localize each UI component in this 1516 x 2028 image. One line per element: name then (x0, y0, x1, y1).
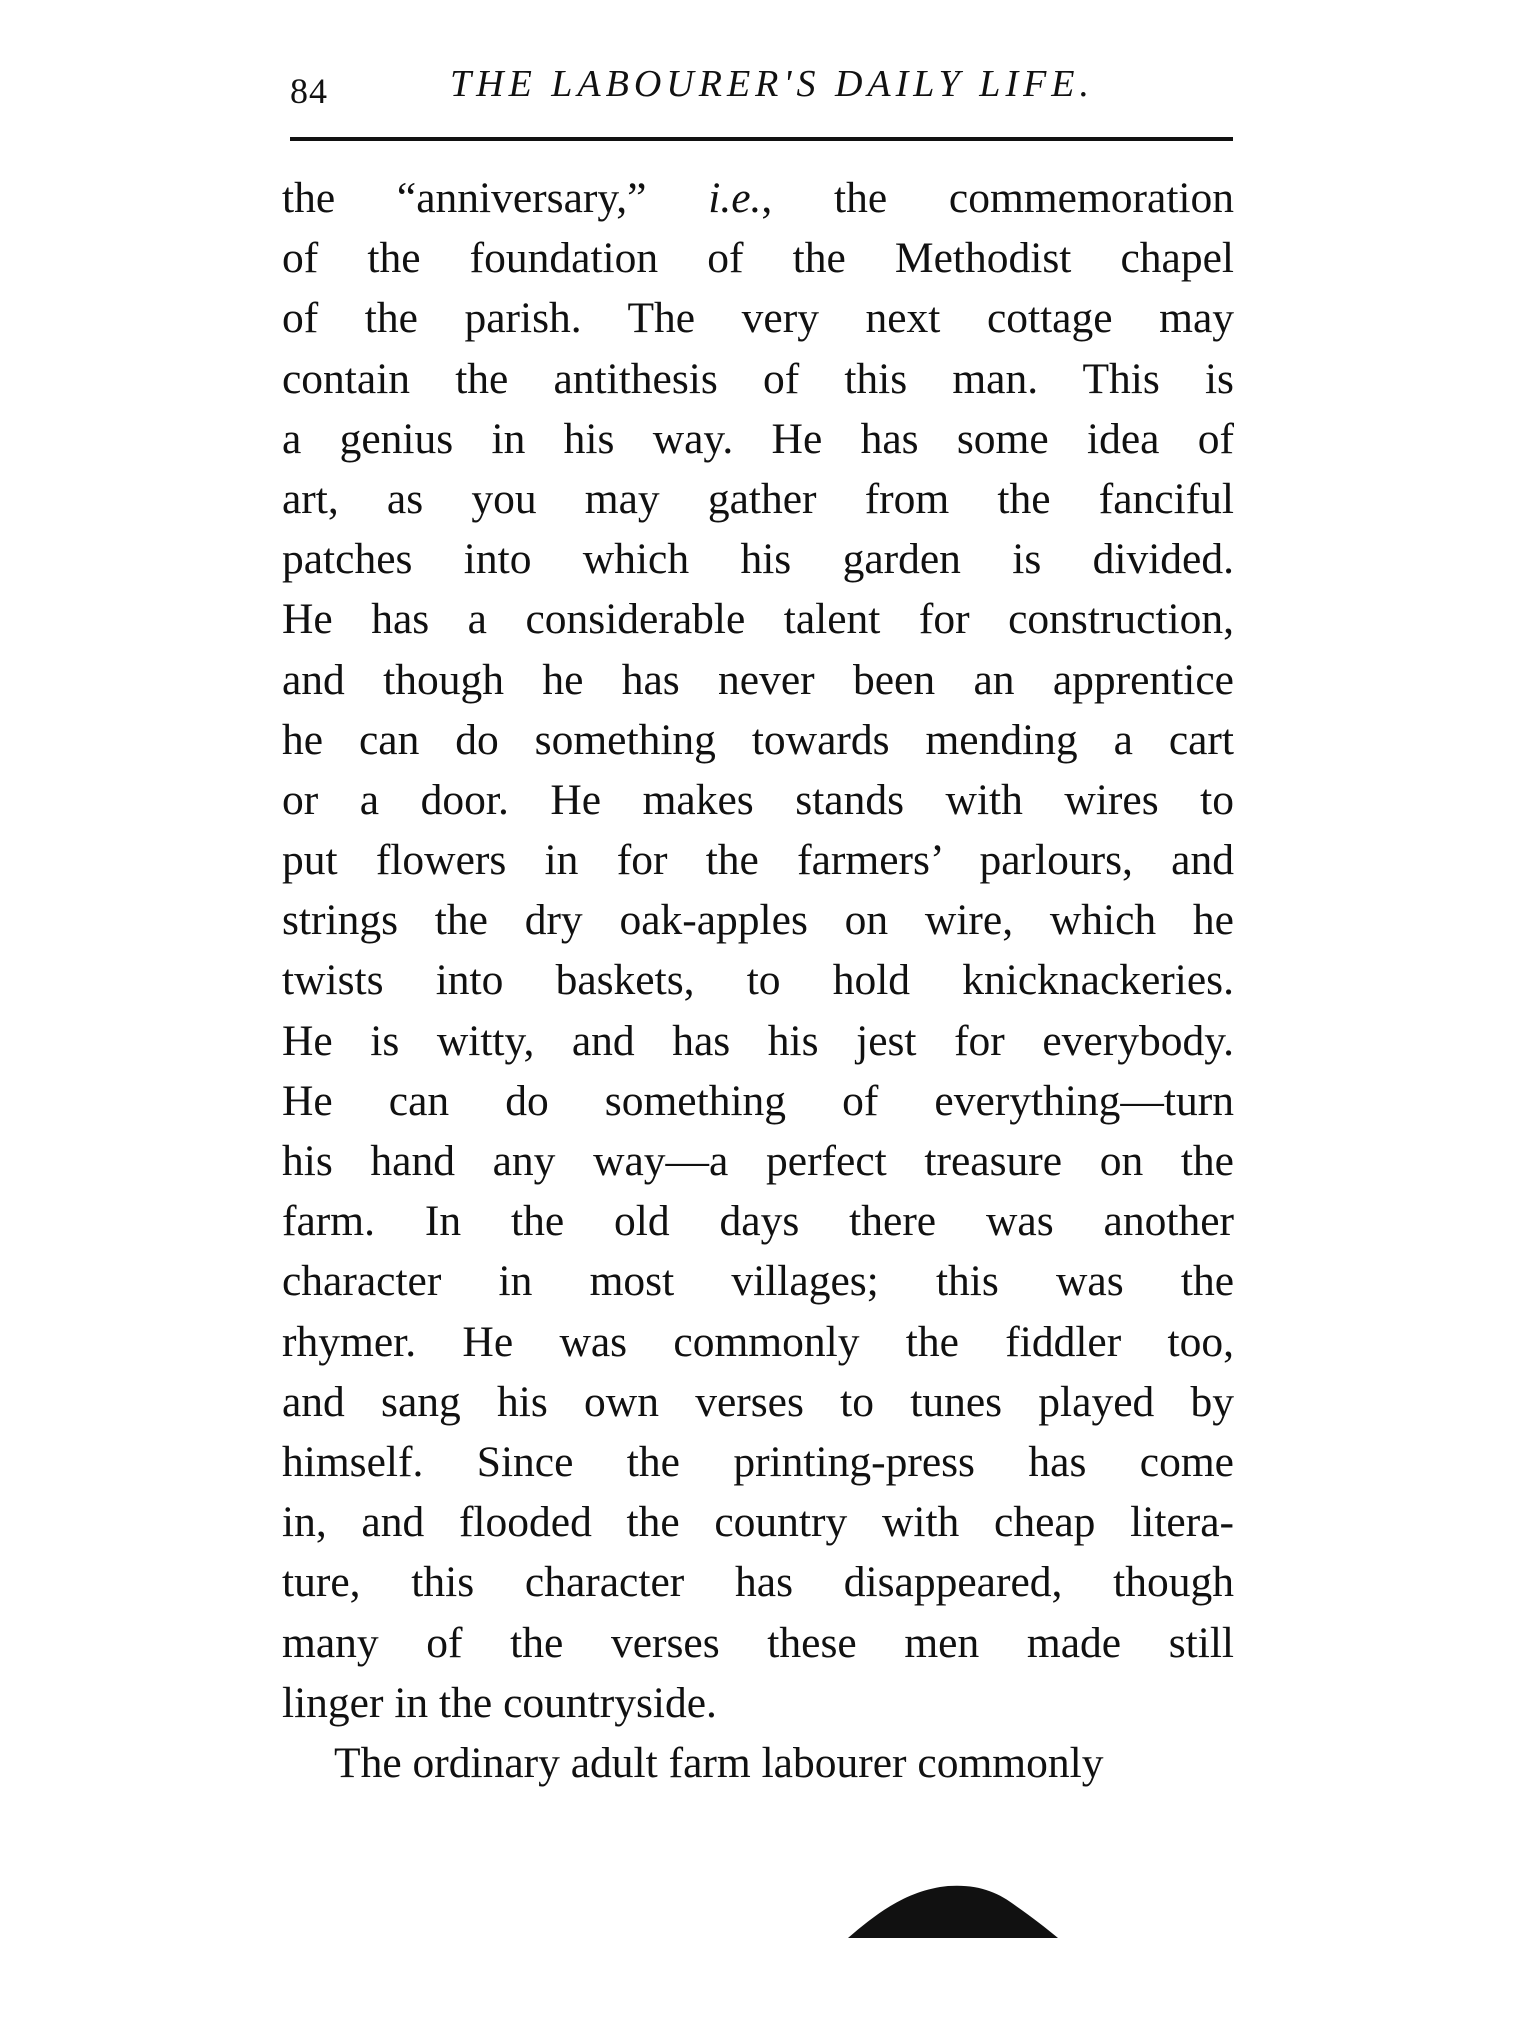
tailpiece-ornament-icon (848, 1882, 1058, 1940)
page-number: 84 (290, 71, 328, 111)
text-line: put flowers in for the farmers’ parlours, and (282, 836, 1234, 885)
text-line: and though he has never been an apprentice (282, 655, 1234, 704)
body-text (282, 168, 1234, 1793)
page-header (290, 62, 1230, 132)
text-line: a genius in his way. He has some idea of (282, 414, 1234, 463)
text-line: and sang his own verses to tunes played by (282, 1377, 1234, 1426)
text-line: many of the verses these men made still (282, 1618, 1234, 1667)
text-line: or a door. He makes stands with wires to (282, 775, 1234, 824)
text-line: strings the dry oak-apples on wire, which he (282, 896, 1234, 945)
text-line: art, as you may gather from the fanciful (282, 474, 1234, 523)
text-line: of the parish. The very next cottage may (282, 294, 1234, 343)
header-rule (290, 137, 1233, 141)
text-line: of the foundation of the Methodist chapel (282, 234, 1234, 283)
text-line: ture, this character has disappeared, though (282, 1558, 1234, 1607)
text-line: in, and flooded the country with cheap litera- (282, 1498, 1234, 1547)
text-line: contain the antithesis of this man. This is (282, 354, 1234, 403)
text-line: patches into which his garden is divided. (282, 535, 1234, 584)
text-line: rhymer. He was commonly the fiddler too, (282, 1317, 1234, 1366)
text-line: He can do something of everything—turn (282, 1076, 1234, 1125)
text-line: he can do something towards mending a cart (282, 715, 1234, 764)
text-line: the “anniversary,” i.e., the commemoration (282, 174, 1235, 222)
text-line: He is witty, and has his jest for everybody. (282, 1016, 1234, 1065)
text-line: farm. In the old days there was another (282, 1197, 1234, 1246)
text-line: twists into baskets, to hold knicknackeries. (282, 956, 1234, 1005)
running-head: THE LABOURER'S DAILY LIFE. (450, 63, 1095, 105)
text-line: He has a considerable talent for construction, (282, 595, 1234, 644)
text-line: linger in the countryside. (282, 1678, 717, 1727)
text-line: The ordinary adult farm labourer commonly (334, 1738, 1104, 1787)
text-line: himself. Since the printing-press has come (282, 1437, 1234, 1486)
text-line: character in most villages; this was the (282, 1257, 1234, 1306)
text-line: his hand any way—a perfect treasure on the (282, 1137, 1234, 1185)
italic-abbreviation: i.e. (708, 174, 762, 222)
